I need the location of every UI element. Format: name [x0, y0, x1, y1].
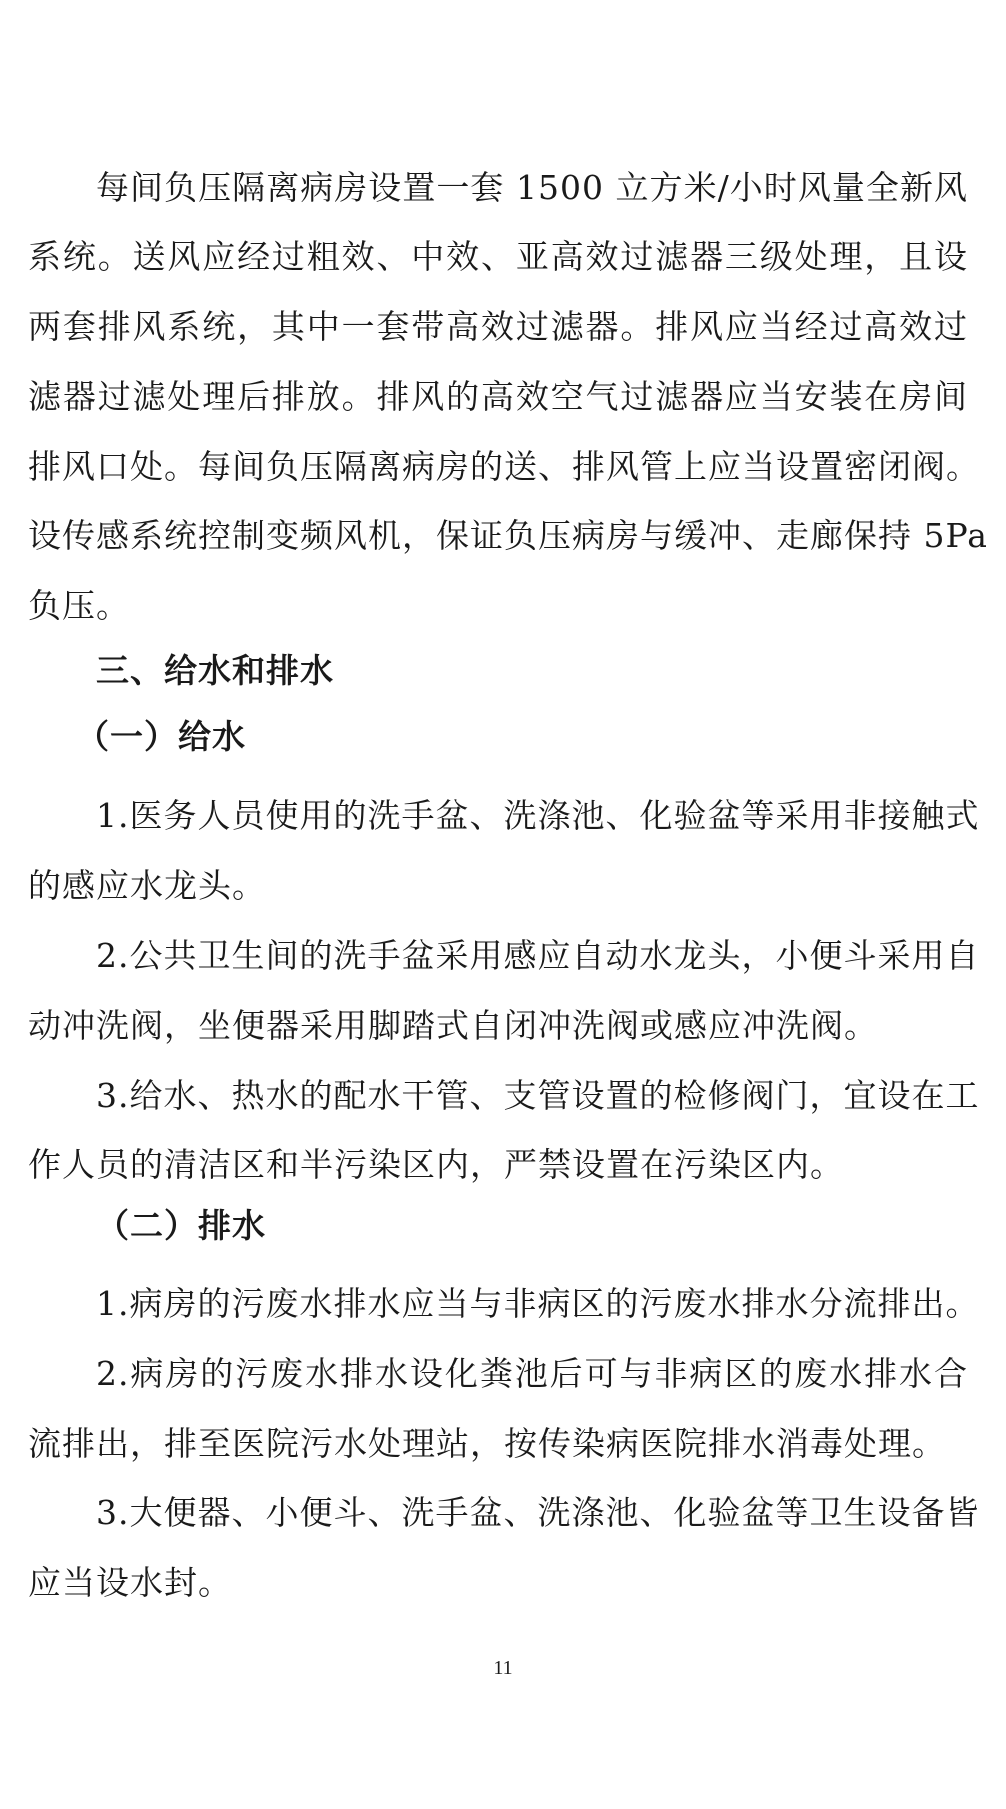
- list-item-line: 3.给水、热水的配水干管、支管设置的检修阀门，宜设在工: [96, 1076, 980, 1115]
- paragraph-line: 排风口处。每间负压隔离病房的送、排风管上应当设置密闭阀。: [28, 447, 980, 486]
- paragraph-line: 每间负压隔离病房设置一套 1500 立方米/小时风量全新风: [96, 168, 968, 207]
- list-item-line: 2.公共卫生间的洗手盆采用感应自动水龙头，小便斗采用自: [96, 936, 980, 975]
- list-item-line: 1.医务人员使用的洗手盆、洗涤池、化验盆等采用非接触式: [96, 796, 980, 835]
- section-heading: 三、给水和排水: [96, 651, 334, 690]
- paragraph-line: 负压。: [28, 586, 130, 625]
- list-item-line: 2.病房的污废水排水设化粪池后可与非病区的废水排水合: [96, 1354, 968, 1393]
- page-number: 11: [493, 1657, 513, 1679]
- subsection-heading: （二）排水: [96, 1206, 266, 1245]
- list-item-line: 应当设水封。: [28, 1563, 232, 1602]
- list-item-line: 流排出，排至医院污水处理站，按传染病医院排水消毒处理。: [28, 1424, 946, 1463]
- paragraph-line: 两套排风系统，其中一套带高效过滤器。排风应当经过高效过: [28, 307, 968, 346]
- list-item-line: 作人员的清洁区和半污染区内，严禁设置在污染区内。: [28, 1145, 844, 1184]
- list-item-line: 3.大便器、小便斗、洗手盆、洗涤池、化验盆等卫生设备皆: [96, 1493, 980, 1532]
- subsection-heading: （一）给水: [76, 717, 246, 756]
- paragraph-line: 系统。送风应经过粗效、中效、亚高效过滤器三级处理，且设: [28, 237, 968, 276]
- list-item-line: 的感应水龙头。: [28, 866, 266, 905]
- paragraph-line: 滤器过滤处理后排放。排风的高效空气过滤器应当安装在房间: [28, 377, 968, 416]
- paragraph-line: 设传感系统控制变频风机，保证负压病房与缓冲、走廊保持 5Pa: [28, 516, 988, 555]
- list-item-line: 动冲洗阀，坐便器采用脚踏式自闭冲洗阀或感应冲洗阀。: [28, 1006, 878, 1045]
- list-item-line: 1.病房的污废水排水应当与非病区的污废水排水分流排出。: [96, 1284, 980, 1323]
